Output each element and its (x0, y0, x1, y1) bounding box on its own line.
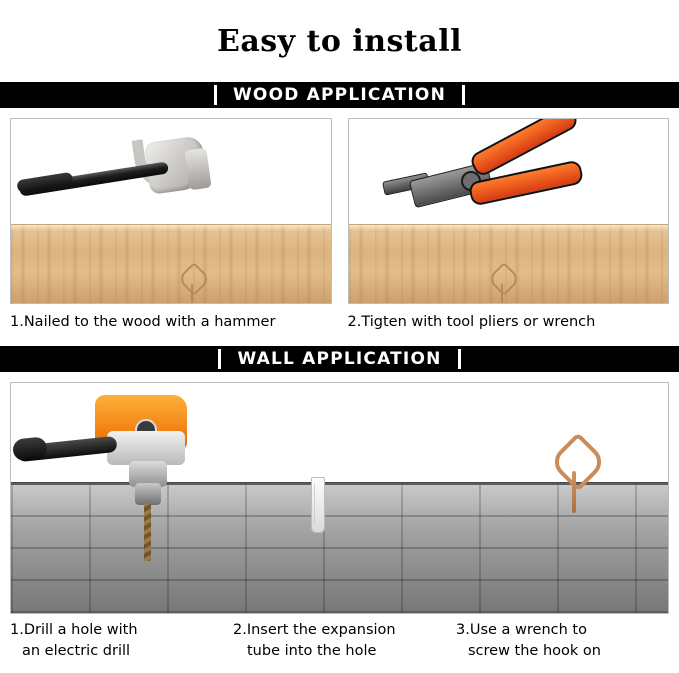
wood-step-2-caption: 2.Tigten with tool pliers or wrench (347, 314, 596, 331)
wall-application-banner-label: WALL APPLICATION (218, 349, 460, 369)
wood-application-banner-label: WOOD APPLICATION (214, 85, 465, 105)
drill-midsection (107, 431, 185, 465)
wood-steps (0, 108, 679, 332)
wood-step-2 (348, 118, 670, 332)
wall-step-2-caption (233, 620, 446, 662)
wall-step-3-line2: screw the hook on (468, 643, 601, 660)
wall-step-2-line2: tube into the hole (247, 643, 377, 660)
wall-step-1-line2: an electric drill (22, 643, 131, 660)
wall-step-1-caption (10, 620, 223, 662)
screw-hook-icon (549, 441, 599, 513)
wood-step-1 (10, 118, 332, 332)
drill-bit (144, 503, 151, 561)
page-title: Easy to install (216, 24, 463, 60)
wall-steps-photo-area (0, 372, 679, 614)
wall-step-3-line1: 3.Use a wrench to (456, 622, 587, 639)
expansion-tube-icon (311, 477, 325, 533)
wall-application-banner (0, 346, 679, 372)
wall-step-captions (0, 614, 679, 662)
wall-step-1-line1: 1.Drill a hole with (10, 622, 138, 639)
wood-application-banner (0, 82, 679, 108)
screw-hook-icon (489, 267, 515, 304)
hammer-face (184, 148, 211, 191)
wall-step-3-caption (456, 620, 669, 662)
wall-step-2-line1: 2.Insert the expansion (233, 622, 396, 639)
wood-board (11, 224, 331, 303)
wood-step-1-photo (10, 118, 332, 304)
wall-photo (10, 382, 669, 614)
screw-hook-icon (179, 267, 205, 304)
wood-step-1-caption: 1.Nailed to the wood with a hammer (10, 314, 276, 331)
drill-chuck (135, 483, 161, 505)
install-instructions-page (0, 20, 679, 673)
wood-step-2-photo (348, 118, 670, 304)
